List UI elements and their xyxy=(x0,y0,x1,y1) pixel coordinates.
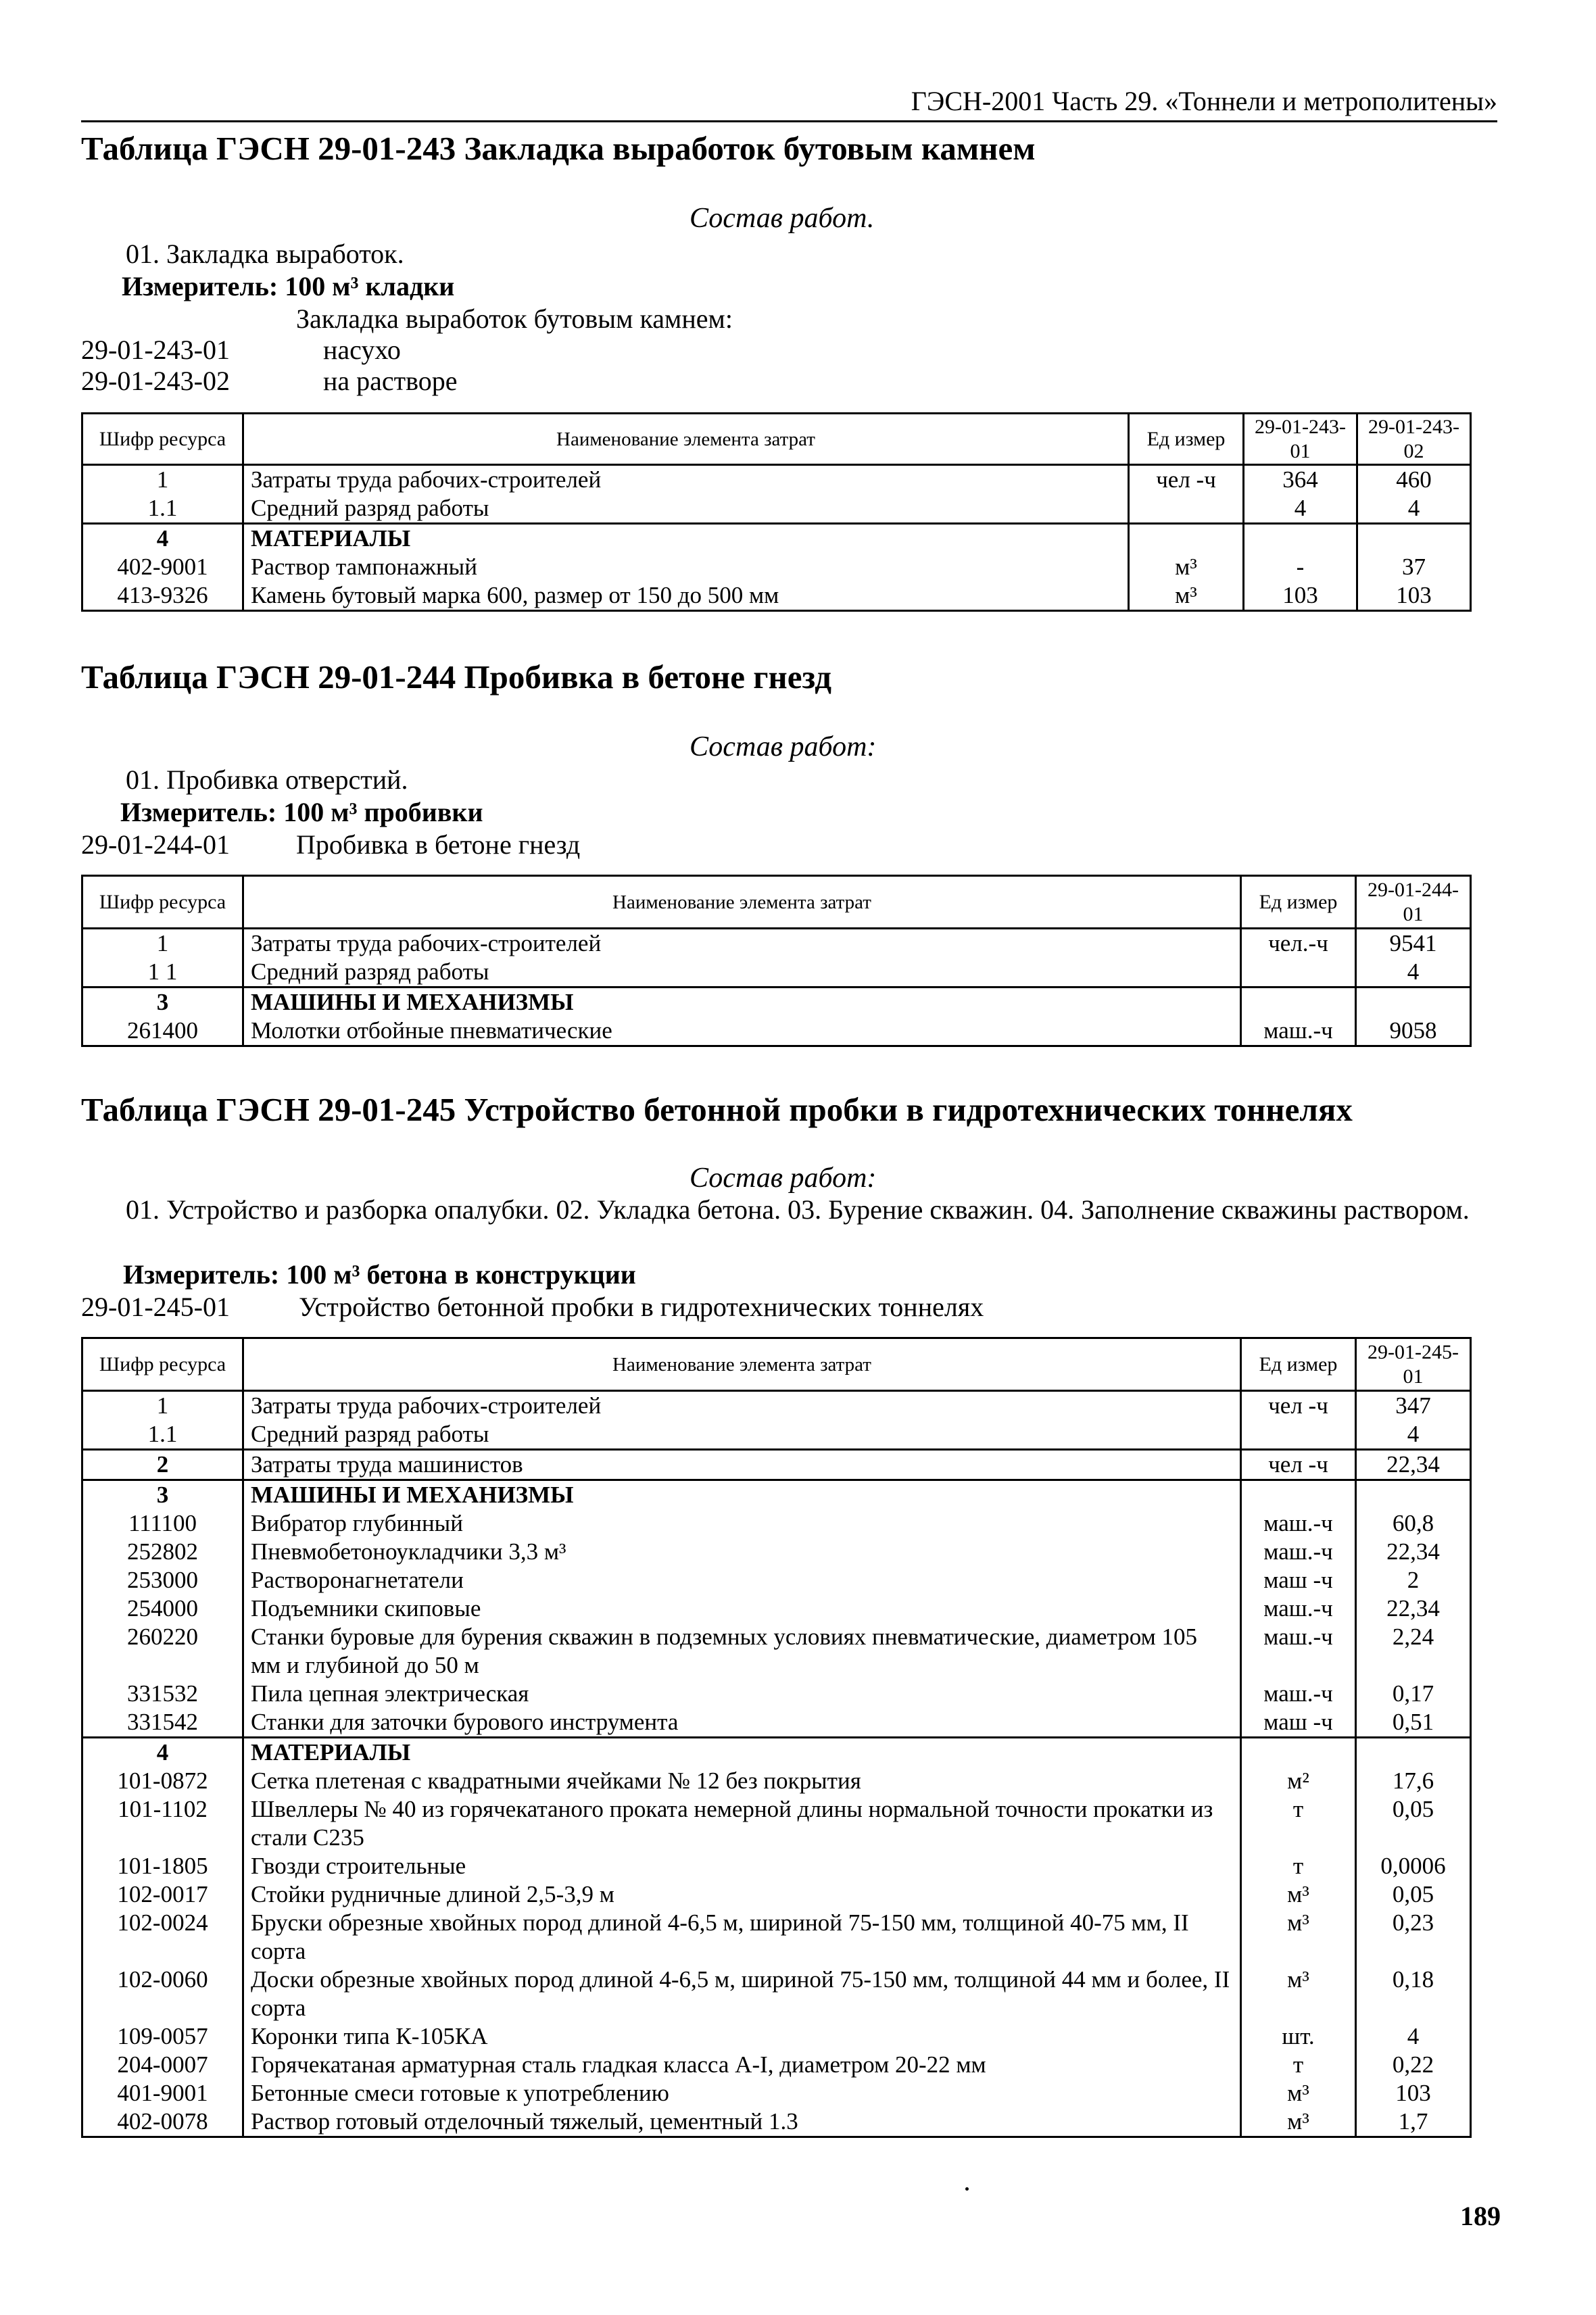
table-row xyxy=(82,1480,1471,1510)
table-row xyxy=(82,2079,1471,2107)
cell-code: 3 xyxy=(82,988,243,1017)
cell-name: Средний разряд работы xyxy=(243,1420,1241,1450)
cell-code: 331532 xyxy=(82,1680,243,1708)
table-row xyxy=(82,1767,1471,1795)
cell-name: Подъемники скиповые xyxy=(243,1594,1241,1623)
header-unit: Ед измер xyxy=(1129,414,1244,465)
cell-name: Затраты труда рабочих-строителей xyxy=(243,465,1129,495)
cell-name: Раствор тампонажный xyxy=(243,553,1129,581)
cell-unit: маш.-ч xyxy=(1241,1594,1356,1623)
cell-name: Бетонные смеси готовые к употреблению xyxy=(243,2079,1241,2107)
cell-name: Затраты труда машинистов xyxy=(243,1450,1241,1480)
table-row xyxy=(82,465,1471,495)
cell-name: Молотки отбойные пневматические xyxy=(243,1017,1241,1046)
cell-value: 0,23 xyxy=(1356,1909,1471,1966)
scan-speck xyxy=(965,2187,969,2191)
cell-value: 0,05 xyxy=(1356,1880,1471,1909)
cell-unit xyxy=(1241,958,1356,988)
cell-value: 22,34 xyxy=(1356,1450,1471,1480)
cell-value: 103 xyxy=(1244,581,1357,611)
cell-unit: маш -ч xyxy=(1241,1708,1356,1738)
cell-name: Гвозди строительные xyxy=(243,1852,1241,1880)
code-name: на растворе xyxy=(323,366,458,396)
code-name: Устройство бетонной пробки в гидротехнических тоннелях xyxy=(299,1292,984,1322)
table-row xyxy=(82,1966,1471,2022)
table-header-row xyxy=(82,876,1471,929)
cell-code: 1.1 xyxy=(82,494,243,524)
header-name: Наименование элемента затрат xyxy=(243,876,1241,929)
code-id: 29-01-243-01 xyxy=(81,335,230,365)
cell-unit: маш.-ч xyxy=(1241,1017,1356,1046)
cell-code: 101-1805 xyxy=(82,1852,243,1880)
cell-name: Растворонагнетатели xyxy=(243,1566,1241,1594)
cell-name: МАТЕРИАЛЫ xyxy=(243,524,1129,554)
cell-value: 0,18 xyxy=(1356,1966,1471,2022)
table-row xyxy=(82,1450,1471,1480)
cell-unit: чел -ч xyxy=(1241,1391,1356,1421)
cell-unit: м³ xyxy=(1241,1880,1356,1909)
cell-name: Швеллеры № 40 из горячекатаного проката немерной длины нормальной точности прокатки из стали С235 xyxy=(243,1795,1241,1852)
header-unit: Ед измер xyxy=(1241,876,1356,929)
cell-unit: м³ xyxy=(1241,2079,1356,2107)
cell-code: 1 xyxy=(82,929,243,958)
meter-line: Измеритель: 100 м³ пробивки xyxy=(120,797,483,827)
table-row xyxy=(82,929,1471,958)
cell-value: 4 xyxy=(1356,2022,1471,2051)
section-title: Таблица ГЭСН 29-01-244 Пробивка в бетоне гнезд xyxy=(81,658,832,696)
cell-unit xyxy=(1129,494,1244,524)
cell-code: 254000 xyxy=(82,1594,243,1623)
cell-unit: т xyxy=(1241,1852,1356,1880)
meter-line: Измеритель: 100 м³ бетона в конструкции xyxy=(123,1259,636,1290)
table-row xyxy=(82,1391,1471,1421)
table-header-row xyxy=(82,1338,1471,1391)
cell-code: 331542 xyxy=(82,1708,243,1738)
running-header: ГЭСН-2001 Часть 29. «Тоннели и метрополитены» xyxy=(81,85,1497,122)
cell-value: 103 xyxy=(1356,2079,1471,2107)
cell-value xyxy=(1357,524,1471,554)
cell-value: 0,22 xyxy=(1356,2051,1471,2079)
cell-name: Камень бутовый марка 600, размер от 150 до 500 мм xyxy=(243,581,1129,611)
cell-value: 17,6 xyxy=(1356,1767,1471,1795)
cell-code: 1.1 xyxy=(82,1420,243,1450)
cell-code: 260220 xyxy=(82,1623,243,1680)
header-value: 29-01-245-01 xyxy=(1356,1338,1471,1391)
cell-code: 401-9001 xyxy=(82,2079,243,2107)
cell-name: Доски обрезные хвойных пород длиной 4-6,5 м, шириной 75-150 мм, толщиной 44 мм и более, II сорта xyxy=(243,1966,1241,2022)
resource-table xyxy=(81,1337,1472,2138)
cell-unit xyxy=(1241,1480,1356,1510)
header-name: Наименование элемента затрат xyxy=(243,414,1129,465)
table-row xyxy=(82,1623,1471,1680)
cell-value: - xyxy=(1244,553,1357,581)
header-value: 29-01-243-01 xyxy=(1244,414,1357,465)
cell-unit: маш.-ч xyxy=(1241,1509,1356,1538)
cell-value: 4 xyxy=(1356,1420,1471,1450)
cell-unit: маш.-ч xyxy=(1241,1680,1356,1708)
meter-line: Измеритель: 100 м³ кладки xyxy=(122,271,455,301)
cell-unit: маш -ч xyxy=(1241,1566,1356,1594)
table-row xyxy=(82,1017,1471,1046)
cell-unit: маш.-ч xyxy=(1241,1538,1356,1566)
works-list: 01. Закладка выработок. xyxy=(126,239,404,269)
table-row xyxy=(82,1680,1471,1708)
cell-code: 102-0024 xyxy=(82,1909,243,1966)
cell-code: 4 xyxy=(82,1738,243,1768)
cell-name: Станки для заточки бурового инструмента xyxy=(243,1708,1241,1738)
table-row xyxy=(82,524,1471,554)
resource-table xyxy=(81,875,1472,1047)
header-value: 29-01-244-01 xyxy=(1356,876,1471,929)
cell-name: Стойки рудничные длиной 2,5-3,9 м xyxy=(243,1880,1241,1909)
cell-value: 0,17 xyxy=(1356,1680,1471,1708)
cell-code: 1 xyxy=(82,1391,243,1421)
table-row xyxy=(82,1420,1471,1450)
cell-code: 204-0007 xyxy=(82,2051,243,2079)
cell-name: Сетка плетеная с квадратными ячейками № 12 без покрытия xyxy=(243,1767,1241,1795)
cell-code: 2 xyxy=(82,1450,243,1480)
table-row xyxy=(82,988,1471,1017)
table-row xyxy=(82,2022,1471,2051)
cell-value: 22,34 xyxy=(1356,1538,1471,1566)
table-row xyxy=(82,2051,1471,2079)
cell-name: МАШИНЫ И МЕХАНИЗМЫ xyxy=(243,988,1241,1017)
table-row xyxy=(82,1880,1471,1909)
cell-unit: м² xyxy=(1241,1767,1356,1795)
cell-unit: м³ xyxy=(1129,581,1244,611)
composition-label: Состав работ: xyxy=(690,1163,877,1194)
resource-table xyxy=(81,412,1472,612)
cell-name: Коронки типа К-105КА xyxy=(243,2022,1241,2051)
cell-unit: маш.-ч xyxy=(1241,1623,1356,1680)
cell-value: 103 xyxy=(1357,581,1471,611)
cell-value xyxy=(1244,524,1357,554)
cell-value xyxy=(1356,988,1471,1017)
cell-unit xyxy=(1241,1738,1356,1768)
header-unit: Ед измер xyxy=(1241,1338,1356,1391)
cell-value: 1,7 xyxy=(1356,2107,1471,2137)
table-header-row xyxy=(82,414,1471,465)
cell-value: 37 xyxy=(1357,553,1471,581)
table-row xyxy=(82,958,1471,988)
cell-name: Средний разряд работы xyxy=(243,494,1129,524)
composition-label: Состав работ: xyxy=(690,731,877,762)
cell-name: Средний разряд работы xyxy=(243,958,1241,988)
cell-code: 4 xyxy=(82,524,243,554)
cell-value xyxy=(1356,1480,1471,1510)
cell-name: Пневмобетоноукладчики 3,3 м³ xyxy=(243,1538,1241,1566)
cell-code: 101-0872 xyxy=(82,1767,243,1795)
cell-unit: м³ xyxy=(1241,1966,1356,2022)
works-list: 01. Устройство и разборка опалубки. 02. Укладка бетона. 03. Бурение скважин. 04. Заполнение скважины раствором. xyxy=(126,1194,1470,1225)
table-row xyxy=(82,1795,1471,1852)
cell-value: 0,0006 xyxy=(1356,1852,1471,1880)
cell-unit: чел -ч xyxy=(1129,465,1244,495)
code-id: 29-01-245-01 xyxy=(81,1292,230,1322)
cell-name: Пила цепная электрическая xyxy=(243,1680,1241,1708)
works-list: 01. Пробивка отверстий. xyxy=(126,764,408,795)
header-value: 29-01-243-02 xyxy=(1357,414,1471,465)
header-name: Наименование элемента затрат xyxy=(243,1338,1241,1391)
cell-value: 60,8 xyxy=(1356,1509,1471,1538)
cell-value: 2 xyxy=(1356,1566,1471,1594)
cell-name: Вибратор глубинный xyxy=(243,1509,1241,1538)
cell-value: 0,51 xyxy=(1356,1708,1471,1738)
cell-code: 402-9001 xyxy=(82,553,243,581)
cell-unit xyxy=(1241,1420,1356,1450)
table-row xyxy=(82,1708,1471,1738)
cell-code: 3 xyxy=(82,1480,243,1510)
table-row xyxy=(82,1738,1471,1768)
cell-code: 1 xyxy=(82,465,243,495)
cell-value: 9541 xyxy=(1356,929,1471,958)
cell-name: МАШИНЫ И МЕХАНИЗМЫ xyxy=(243,1480,1241,1510)
section-title: Таблица ГЭСН 29-01-245 Устройство бетонной пробки в гидротехнических тоннелях xyxy=(81,1091,1353,1128)
table-row xyxy=(82,1594,1471,1623)
cell-code: 102-0017 xyxy=(82,1880,243,1909)
table-row xyxy=(82,494,1471,524)
cell-value: 347 xyxy=(1356,1391,1471,1421)
cell-code: 402-0078 xyxy=(82,2107,243,2137)
header-code: Шифр ресурса xyxy=(82,1338,243,1391)
cell-code: 253000 xyxy=(82,1566,243,1594)
cell-name: Затраты труда рабочих-строителей xyxy=(243,1391,1241,1421)
table-row xyxy=(82,1509,1471,1538)
cell-name: МАТЕРИАЛЫ xyxy=(243,1738,1241,1768)
table-row xyxy=(82,1852,1471,1880)
table-row xyxy=(82,2107,1471,2137)
composition-label: Состав работ. xyxy=(690,203,875,234)
cell-value: 9058 xyxy=(1356,1017,1471,1046)
cell-unit: м³ xyxy=(1241,2107,1356,2137)
cell-code: 413-9326 xyxy=(82,581,243,611)
cell-unit: м³ xyxy=(1129,553,1244,581)
cell-value: 4 xyxy=(1357,494,1471,524)
cell-value: 22,34 xyxy=(1356,1594,1471,1623)
code-id: 29-01-243-02 xyxy=(81,366,230,396)
table-row xyxy=(82,1538,1471,1566)
page-number: 189 xyxy=(1460,2201,1501,2231)
cell-unit: чел -ч xyxy=(1241,1450,1356,1480)
cell-unit: м³ xyxy=(1241,1909,1356,1966)
cell-name: Бруски обрезные хвойных пород длиной 4-6,5 м, шириной 75-150 мм, толщиной 40-75 мм, II сорта xyxy=(243,1909,1241,1966)
cell-value: 460 xyxy=(1357,465,1471,495)
table-row xyxy=(82,1566,1471,1594)
table-row xyxy=(82,581,1471,611)
cell-unit xyxy=(1129,524,1244,554)
cell-value: 364 xyxy=(1244,465,1357,495)
cell-name: Затраты труда рабочих-строителей xyxy=(243,929,1241,958)
cell-value xyxy=(1356,1738,1471,1768)
cell-unit xyxy=(1241,988,1356,1017)
cell-unit: шт. xyxy=(1241,2022,1356,2051)
cell-code: 1 1 xyxy=(82,958,243,988)
table-row xyxy=(82,553,1471,581)
cell-code: 111100 xyxy=(82,1509,243,1538)
cell-code: 252802 xyxy=(82,1538,243,1566)
cell-value: 2,24 xyxy=(1356,1623,1471,1680)
cell-unit: чел.-ч xyxy=(1241,929,1356,958)
cell-name: Станки буровые для бурения скважин в подземных условиях пневматические, диаметром 105 мм и глубиной до 50 м xyxy=(243,1623,1241,1680)
cell-value: 4 xyxy=(1356,958,1471,988)
code-name: Пробивка в бетоне гнезд xyxy=(296,829,581,860)
cell-code: 101-1102 xyxy=(82,1795,243,1852)
section-title: Таблица ГЭСН 29-01-243 Закладка выработок бутовым камнем xyxy=(81,130,1036,167)
table-row xyxy=(82,1909,1471,1966)
cell-code: 109-0057 xyxy=(82,2022,243,2051)
code-name: насухо xyxy=(323,335,401,365)
cell-name: Горячекатаная арматурная сталь гладкая класса А-I, диаметром 20-22 мм xyxy=(243,2051,1241,2079)
cell-value: 0,05 xyxy=(1356,1795,1471,1852)
cell-code: 102-0060 xyxy=(82,1966,243,2022)
group-label: Закладка выработок бутовым камнем: xyxy=(296,303,733,334)
cell-value: 4 xyxy=(1244,494,1357,524)
header-code: Шифр ресурса xyxy=(82,414,243,465)
cell-unit: т xyxy=(1241,2051,1356,2079)
cell-name: Раствор готовый отделочный тяжелый, цементный 1.3 xyxy=(243,2107,1241,2137)
cell-code: 261400 xyxy=(82,1017,243,1046)
cell-unit: т xyxy=(1241,1795,1356,1852)
code-id: 29-01-244-01 xyxy=(81,829,230,860)
header-code: Шифр ресурса xyxy=(82,876,243,929)
